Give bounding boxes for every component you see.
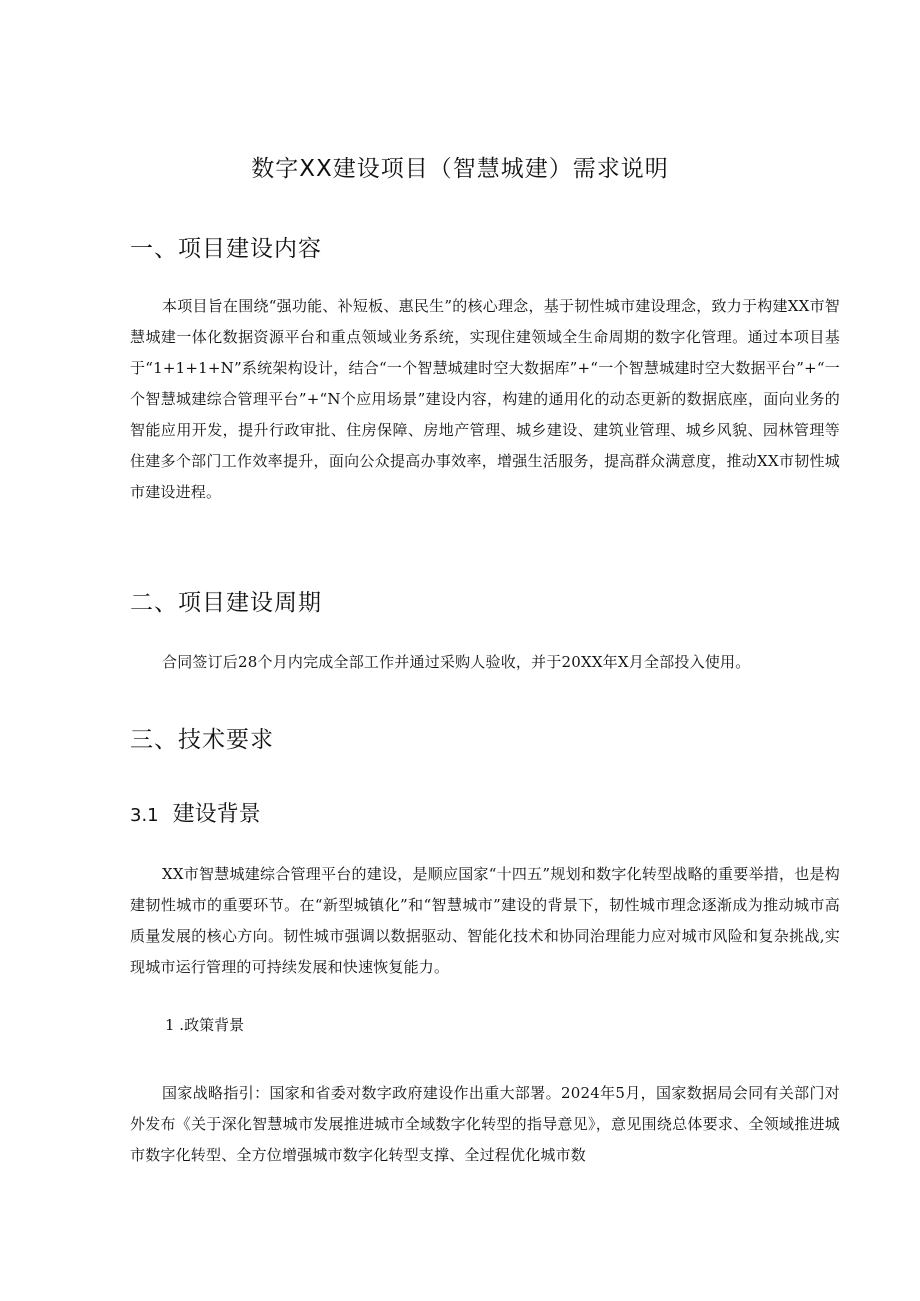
section-heading-technical-requirements: 三、技术要求 xyxy=(130,727,274,753)
subsection-paragraph-background: XX市智慧城建综合管理平台的建设，是顺应国家“十四五”规划和数字化转型战略的重要举措，也是构建韧性城市的重要环节。在“新型城镇化”和“智慧城市”建设的背景下，韧性城市理念逐渐成为推动城市高质量发展的核心方向。韧性城市强调以数据驱动、智能化技术和协同治理能力应对城市风险和复杂挑战,实现城市运行管理的可持续发展和快速恢复能力。 xyxy=(130,865,840,976)
list-item-policy-background: 1 .政策背景 xyxy=(165,1016,245,1034)
document-title: 数字XX建设项目（智慧城建）需求说明 xyxy=(251,156,669,182)
subsection-number: 3.1 xyxy=(130,805,159,826)
section-paragraph-project-period: 合同签订后28个月内完成全部工作并通过采购人验收，并于20XX年X月全部投入使用。 xyxy=(162,653,751,671)
section-paragraph-project-content: 本项目旨在围绕“强功能、补短板、惠民生”的核心理念，基于韧性城市建设理念，致力于构建XX市智慧城建一体化数据资源平台和重点领域业务系统，实现住建领域全生命周期的数字化管理。通过本项目基于“1+1+1+N”系统架构设计，结合“一个智慧城建时空大数据库”+“一个智慧城建时空大数据平台”+“一个智慧城建综合管理平台”+“N个应用场景”建设内容，构建的通用化的动态更新的数据底座，面向业务的智能应用开发，提升行政审批、住房保障、房地产管理、城乡建设、建筑业管理、城乡风貌、园林管理等住建多个部门工作效率提升，面向公众提高办事效率，增强生活服务，提高群众满意度，推动XX市韧性城市建设进程。 xyxy=(130,297,840,501)
subsection-title: 建设背景 xyxy=(172,802,261,827)
section-heading-project-period: 二、项目建设周期 xyxy=(130,590,322,616)
subsection-heading-background xyxy=(130,797,261,828)
paragraph-national-strategy: 国家战略指引：国家和省委对数字政府建设作出重大部署。2024年5月，国家数据局会同有关部门对外发布《关于深化智慧城市发展推进城市全域数字化转型的指导意见》，意见围绕总体要求、全领域推进城市数字化转型、全方位增强城市数字化转型支撑、全过程优化城市数 xyxy=(130,1084,840,1164)
section-heading-project-content: 一、项目建设内容 xyxy=(130,236,322,262)
